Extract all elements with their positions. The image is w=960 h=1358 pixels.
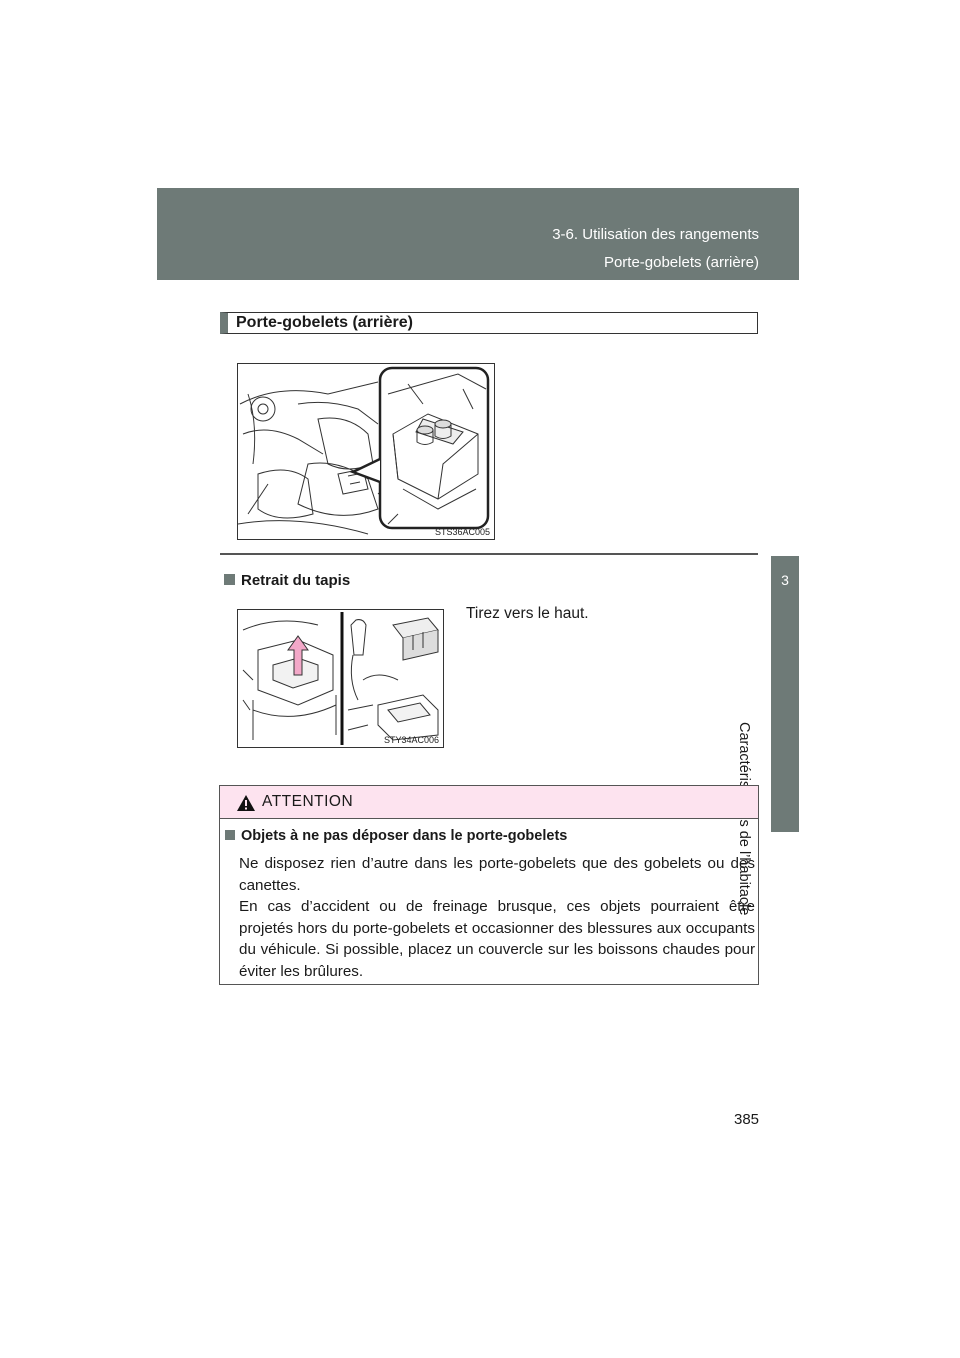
caution-header [220, 786, 758, 819]
chapter-title: 3-6. Utilisation des rangements [552, 226, 759, 243]
caution-paragraph: Ne disposez rien d’autre dans les porte-gobelets que des gobelets ou des canettes. [239, 855, 755, 894]
caution-body [239, 853, 755, 982]
caution-box [219, 785, 759, 985]
square-bullet-icon [224, 574, 235, 585]
chapter-side-tab [771, 556, 799, 832]
mat-removal-illustration [238, 610, 443, 747]
caution-subheading-text: Objets à ne pas déposer dans le porte-gobelets [241, 828, 568, 844]
figure-mat-removal [237, 609, 444, 748]
caution-subheading [225, 828, 567, 844]
square-bullet-icon [225, 830, 235, 840]
section-title: Porte-gobelets (arrière) [236, 314, 413, 331]
instruction-text: Tirez vers le haut. [466, 605, 589, 622]
section-title-box [220, 312, 758, 334]
chapter-header-band [157, 188, 799, 280]
figure-code: STY34AC006 [383, 735, 439, 745]
figure-console-cupholder [237, 363, 495, 540]
caution-title: ATTENTION [262, 793, 354, 810]
subsection-heading-text: Retrait du tapis [241, 572, 351, 589]
subsection-heading [224, 572, 350, 589]
topic-title: Porte-gobelets (arrière) [603, 254, 759, 271]
figure-code: STS36AC005 [434, 527, 490, 537]
caution-paragraph: En cas d’accident ou de freinage brusque, ces objets pourraient être projetés hors du porte-gobelets et occasionner des blessures aux occupants du véhicule. Si possible, placez un couvercle sur les boissons chaudes pour éviter les brûlures. [239, 898, 755, 980]
page-number: 385 [734, 1111, 760, 1128]
section-divider [220, 553, 758, 555]
warning-triangle-icon [236, 794, 256, 812]
chapter-number: 3 [781, 572, 789, 588]
console-illustration [238, 364, 494, 539]
